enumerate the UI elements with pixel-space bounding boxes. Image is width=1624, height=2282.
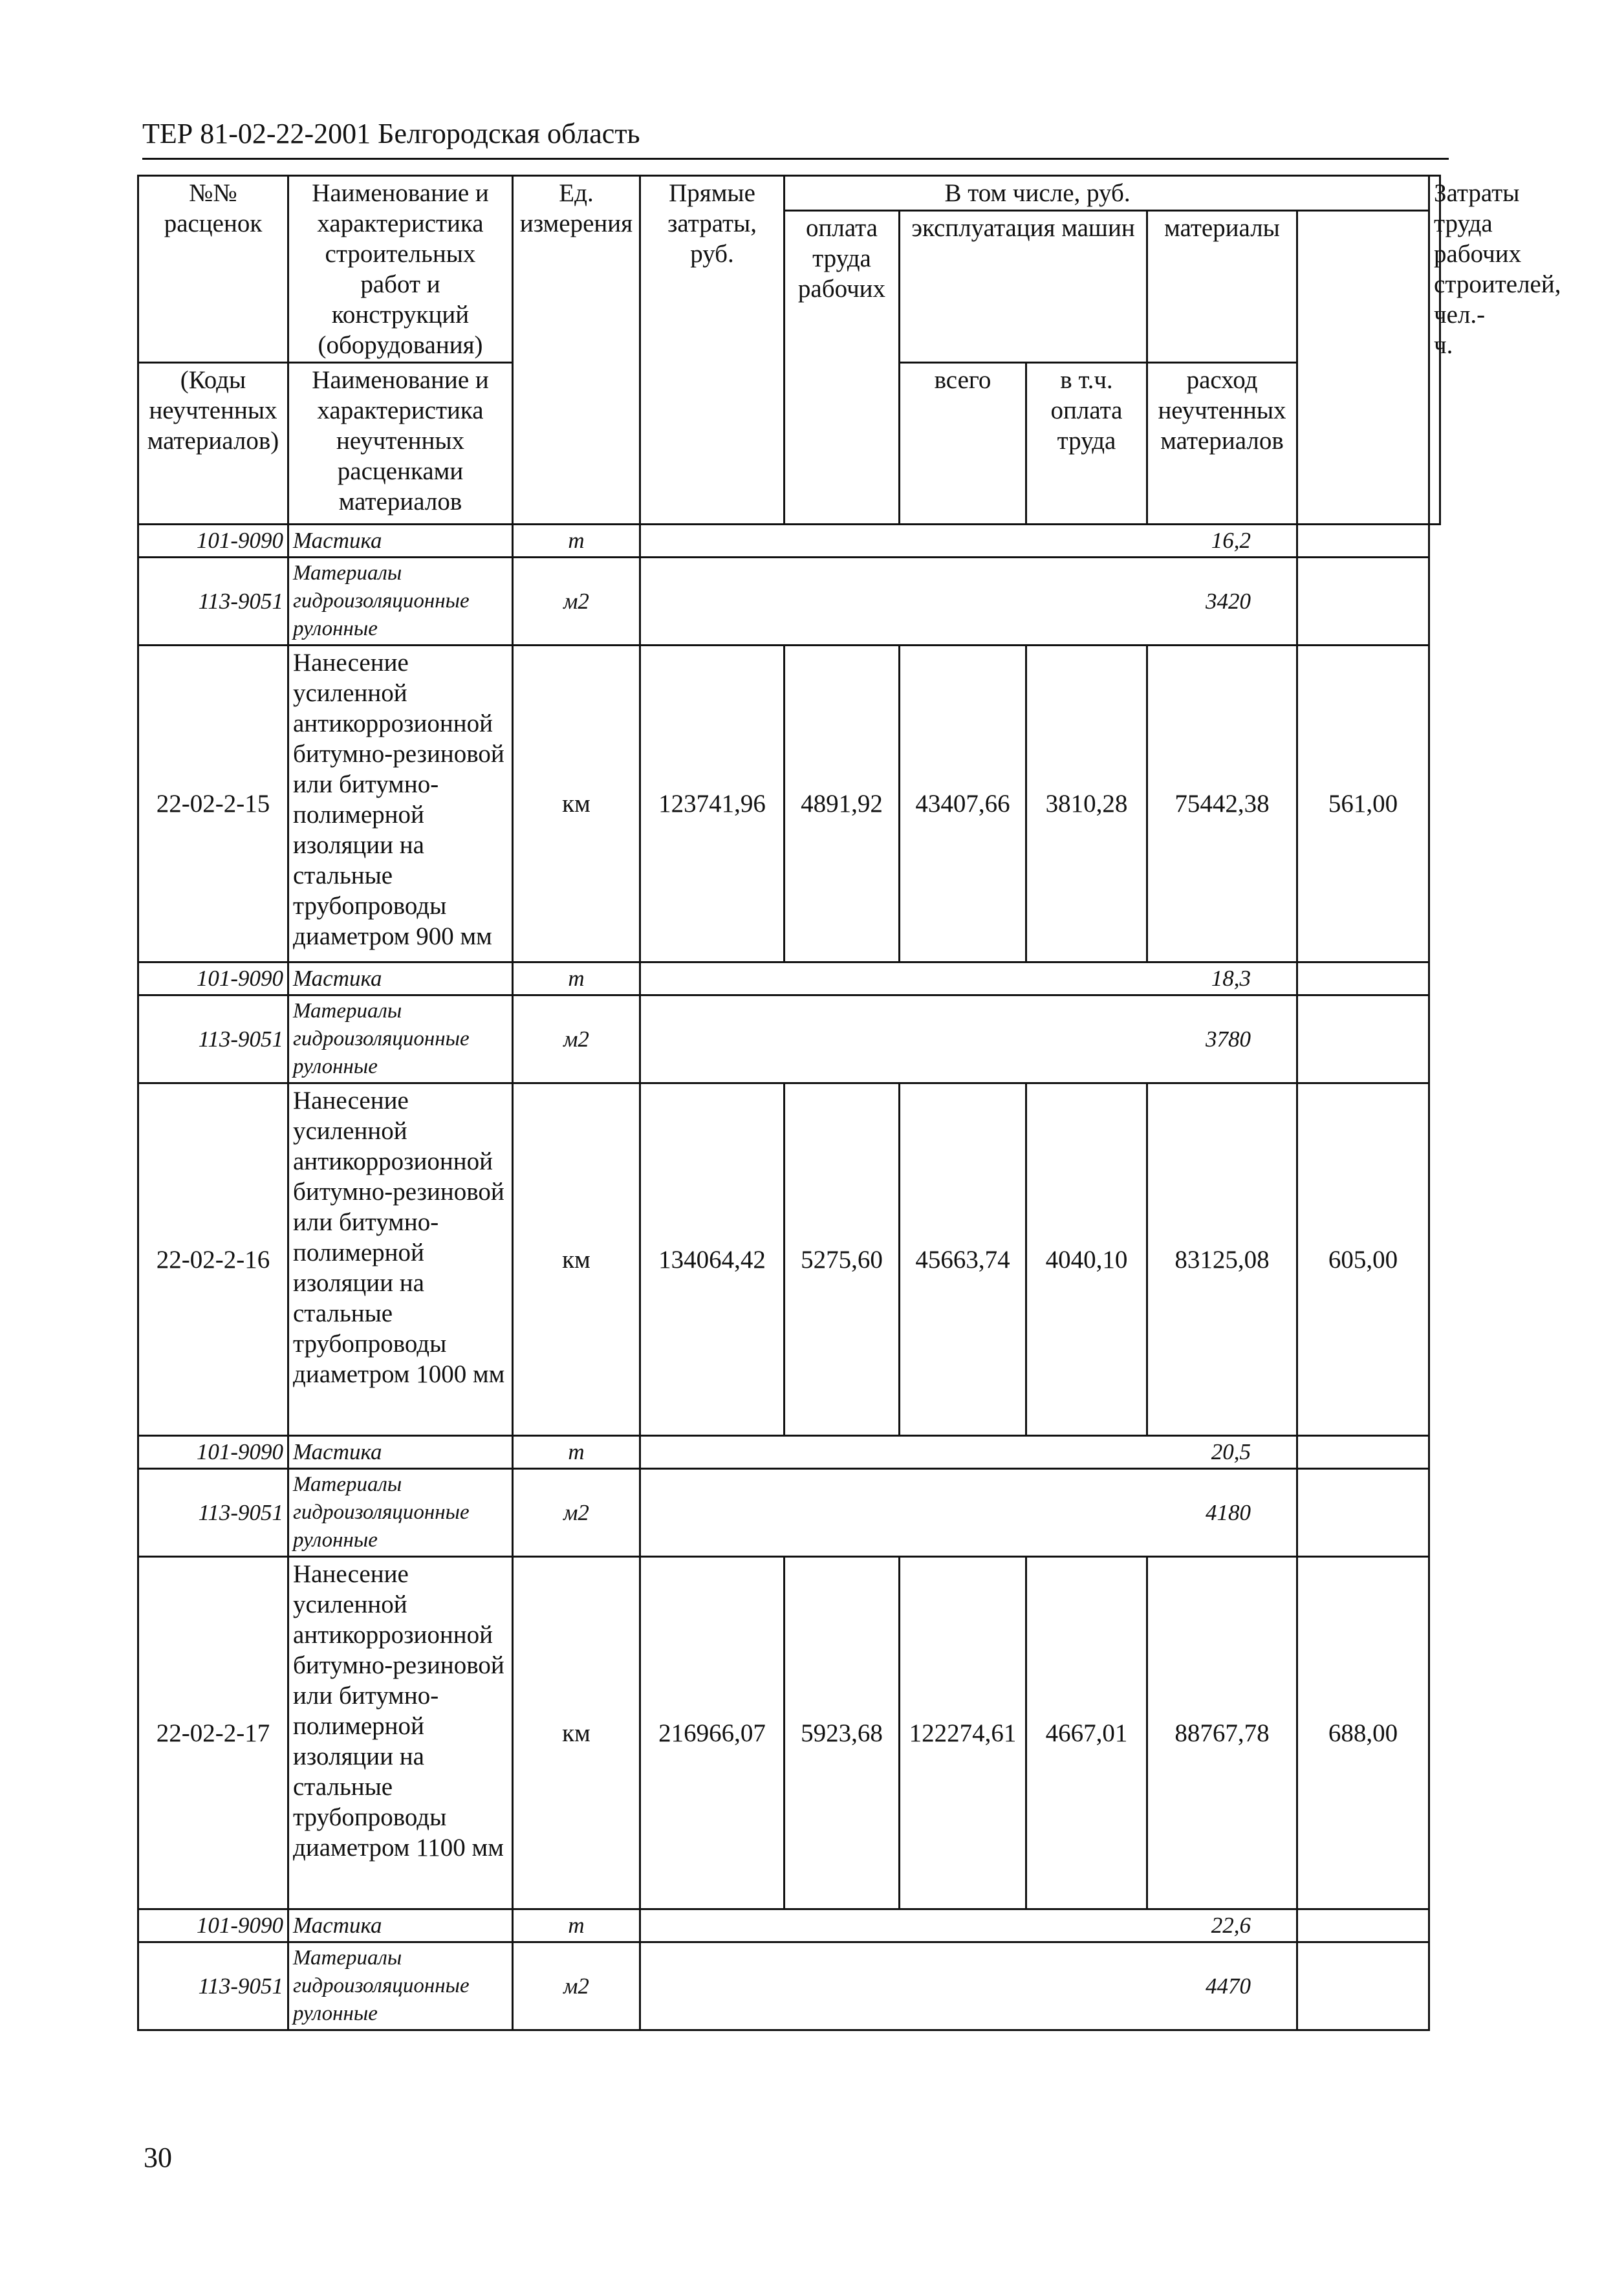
material-qty: 3780 [640, 995, 1297, 1083]
head-labor-cost: Затраты труда рабочих строителей, чел.-ч. [1429, 176, 1440, 525]
material-code: 101-9090 [138, 525, 288, 558]
material-unit: м2 [513, 558, 640, 646]
rate-materials: 83125,08 [1147, 1083, 1297, 1436]
material-qty: 4470 [640, 1942, 1297, 2030]
table-row [138, 1436, 1440, 1469]
head-code-2: (Коды неучтенных материалов) [138, 363, 288, 525]
material-unit: м2 [513, 995, 640, 1083]
rates-table [137, 175, 1561, 2031]
material-name: Материалы гидроизоляционные рулонные [288, 558, 513, 646]
rate-code: 22-02-2-15 [138, 646, 288, 962]
page-number: 30 [144, 2142, 172, 2173]
rate-mach-pay: 4040,10 [1026, 1083, 1147, 1436]
material-name: Мастика [288, 1909, 513, 1942]
material-code: 113-9051 [138, 995, 288, 1083]
material-code: 101-9090 [138, 962, 288, 995]
material-qty: 20,5 [640, 1436, 1297, 1469]
table-row [138, 995, 1440, 1083]
rate-direct: 123741,96 [640, 646, 785, 962]
material-unit: т [513, 962, 640, 995]
head-materials: материалы [1147, 211, 1297, 363]
rate-mach-total: 122274,61 [900, 1557, 1026, 1909]
material-qty: 3420 [640, 558, 1297, 646]
rate-unit: км [513, 646, 640, 962]
material-unit: т [513, 1909, 640, 1942]
material-qty: 18,3 [640, 962, 1297, 995]
material-unit: т [513, 525, 640, 558]
rate-name: Нанесение усиленной антикоррозионной битумно-резиновой или битумно-полимерной изоляции на стальные трубопроводы диаметром 1100 мм [288, 1557, 513, 1909]
material-unit: м2 [513, 1469, 640, 1557]
rate-unit: км [513, 1083, 640, 1436]
rate-unit: км [513, 1557, 640, 1909]
material-unit: м2 [513, 1942, 640, 2030]
table-row [138, 1469, 1440, 1557]
rate-materials: 75442,38 [1147, 646, 1297, 962]
head-mat-usage: расход неучтенных материалов [1147, 363, 1297, 525]
material-code: 101-9090 [138, 1909, 288, 1942]
material-code: 113-9051 [138, 1469, 288, 1557]
rate-direct: 134064,42 [640, 1083, 785, 1436]
page-header [142, 110, 1449, 160]
material-qty: 22,6 [640, 1909, 1297, 1942]
rate-mach-pay: 4667,01 [1026, 1557, 1147, 1909]
head-unit: Ед. измерения [513, 176, 640, 525]
table-row [138, 1083, 1440, 1436]
rate-mach-total: 45663,74 [900, 1083, 1026, 1436]
material-qty: 4180 [640, 1469, 1297, 1557]
rate-code: 22-02-2-16 [138, 1083, 288, 1436]
rate-labor-cost: 688,00 [1297, 1557, 1429, 1909]
material-name: Мастика [288, 1436, 513, 1469]
table-row [138, 1942, 1440, 2030]
rate-labor-cost: 605,00 [1297, 1083, 1429, 1436]
table-row [138, 962, 1440, 995]
material-name: Мастика [288, 525, 513, 558]
rate-code: 22-02-2-17 [138, 1557, 288, 1909]
rate-direct: 216966,07 [640, 1557, 785, 1909]
head-mach-total: всего [900, 363, 1026, 525]
head-name: Наименование и характеристика строительных работ и конструкций (оборудования) [288, 176, 513, 363]
material-name: Материалы гидроизоляционные рулонные [288, 995, 513, 1083]
rate-name: Нанесение усиленной антикоррозионной битумно-резиновой или битумно-полимерной изоляции на стальные трубопроводы диаметром 1000 мм [288, 1083, 513, 1436]
rate-labor-pay: 5275,60 [785, 1083, 900, 1436]
rate-mach-pay: 3810,28 [1026, 646, 1147, 962]
rate-materials: 88767,78 [1147, 1557, 1297, 1909]
material-code: 113-9051 [138, 558, 288, 646]
document-title: ТЕР 81-02-22-2001 Белгородская область [142, 118, 640, 149]
rate-labor-cost: 561,00 [1297, 646, 1429, 962]
material-name: Мастика [288, 962, 513, 995]
head-machines: эксплуатация машин [900, 211, 1147, 363]
material-name: Материалы гидроизоляционные рулонные [288, 1469, 513, 1557]
material-name: Материалы гидроизоляционные рулонные [288, 1942, 513, 2030]
rate-name: Нанесение усиленной антикоррозионной битумно-резиновой или битумно-полимерной изоляции на стальные трубопроводы диаметром 900 мм [288, 646, 513, 962]
table-header [138, 176, 1561, 525]
head-code: №№ расценок [138, 176, 288, 363]
table-body [138, 525, 1440, 2030]
material-code: 101-9090 [138, 1436, 288, 1469]
head-labor-pay: оплата труда рабочих [785, 211, 900, 525]
head-mach-pay: в т.ч. оплата труда [1026, 363, 1147, 525]
material-qty: 16,2 [640, 525, 1297, 558]
rate-labor-pay: 5923,68 [785, 1557, 900, 1909]
material-code: 113-9051 [138, 1942, 288, 2030]
material-unit: т [513, 1436, 640, 1469]
table-row [138, 1557, 1440, 1909]
head-including: В том числе, руб. [785, 176, 1429, 211]
table-row [138, 558, 1440, 646]
head-direct: Прямые затраты, руб. [640, 176, 785, 525]
table-row [138, 1909, 1440, 1942]
head-name-2: Наименование и характеристика неучтенных расценками материалов [288, 363, 513, 525]
table-row [138, 525, 1440, 558]
table-row [138, 646, 1440, 962]
rate-labor-pay: 4891,92 [785, 646, 900, 962]
rate-mach-total: 43407,66 [900, 646, 1026, 962]
